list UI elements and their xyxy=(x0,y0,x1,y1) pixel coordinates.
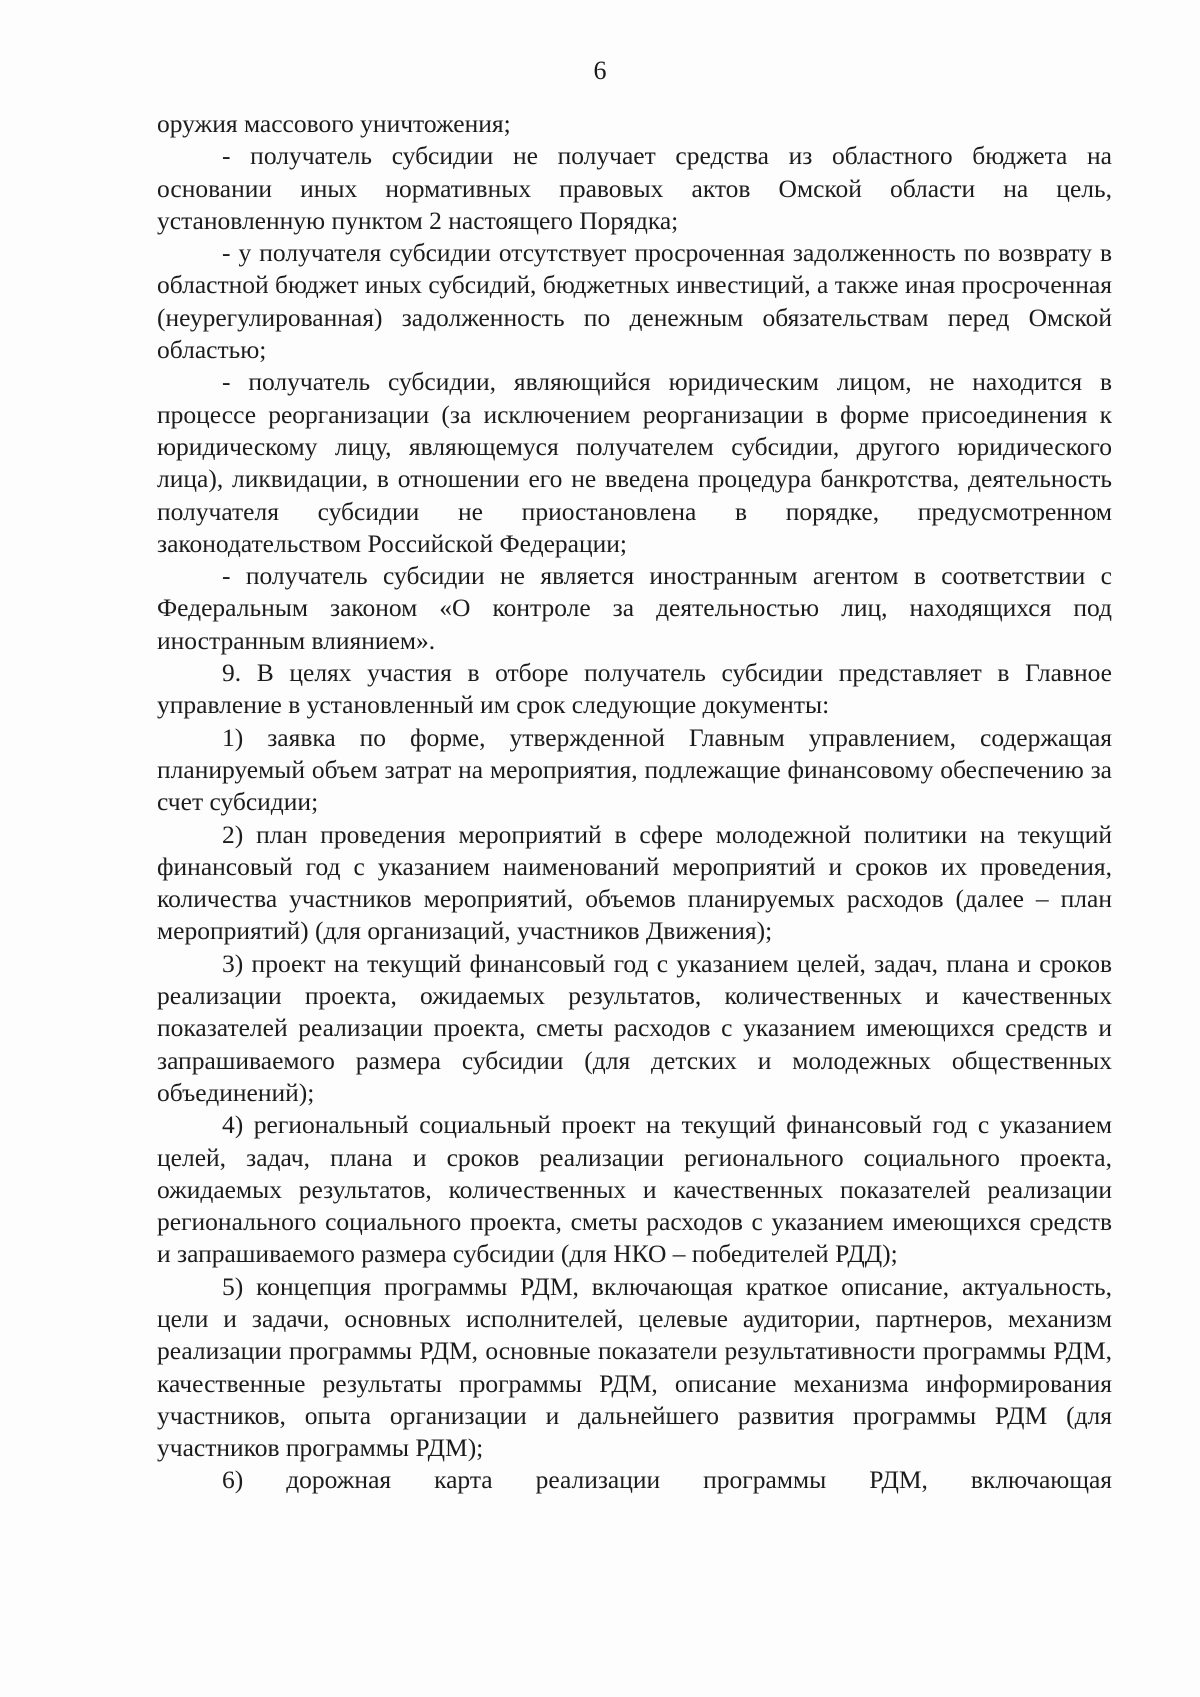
paragraph-condition-not-foreign-agent: - получатель субсидии не является иностранным агентом в соответствии с Федеральным законом «О контроле за деятельностью лиц, находящихся под иностранным влиянием». xyxy=(157,561,1112,655)
paragraph-subitem-6: 6) дорожная карта реализации программы РДМ, включающая xyxy=(222,1465,1112,1495)
paragraph-subitem-4: 4) региональный социальный проект на текущий финансовый год с указанием целей, задач, плана и сроков реализации регионального социального проекта, ожидаемых результатов, количественных и качественных показателей реализации регионального социального проекта, сметы расходов с указанием имеющихся средств и запрашиваемого размера субсидии (для НКО – победителей РДД); xyxy=(157,1110,1112,1269)
paragraph-subitem-5: 5) концепция программы РДМ, включающая краткое описание, актуальность, цели и задачи, основных исполнителей, целевые аудитории, партнеров, механизм реализации программы РДМ, основные показатели результативности программы РДМ, качественные результаты программы РДМ, описание механизма информирования участников, опыта организации и дальнейшего развития программы РДМ (для участников программы РДМ); xyxy=(157,1271,1112,1463)
paragraph-condition-no-reorganization: - получатель субсидии, являющийся юридическим лицом, не находится в процессе реорганизации (за исключением реорганизации в форме присоединения к юридическому лицу, являющемуся получателем субсидии, другого юридического лица), ликвидации, в отношении его не введена процедура банкротства, деятельность получателя субсидии не приостановлена в порядке, предусмотренном законодательством Российской Федерации; xyxy=(157,367,1112,558)
page-number: 6 xyxy=(593,56,607,85)
document-body xyxy=(157,108,1112,1497)
paragraph-continuation: оружия массового уничтожения; xyxy=(157,109,511,138)
paragraph-subitem-1: 1) заявка по форме, утвержденной Главным управлением, содержащая планируемый объем затрат на мероприятия, подлежащие финансовому обеспечению за счет субсидии; xyxy=(157,722,1112,817)
paragraph-subitem-2: 2) план проведения мероприятий в сфере молодежной политики на текущий финансовый год с указанием наименований мероприятий и сроков их проведения, количества участников мероприятий, объемов планируемых расходов (далее – план мероприятий) (для организаций, участников Движения); xyxy=(157,819,1112,946)
paragraph-subitem-3: 3) проект на текущий финансовый год с указанием целей, задач, плана и сроков реализации проекта, ожидаемых результатов, количественных и качественных показателей реализации проекта, сметы расходов с указанием имеющихся средств и запрашиваемого размера субсидии (для детских и молодежных общественных объединений); xyxy=(157,948,1112,1107)
paragraph-item-9: 9. В целях участия в отборе получатель субсидии представляет в Главное управление в установленный им срок следующие документы: xyxy=(157,658,1112,720)
paragraph-condition-no-overdue-debt: - у получателя субсидии отсутствует просроченная задолженность по возврату в областной бюджет иных субсидий, бюджетных инвестиций, а также иная просроченная (неурегулированная) задолженность по денежным обязательствам перед Омской областью; xyxy=(157,238,1112,365)
paragraph-condition-no-other-funds: - получатель субсидии не получает средства из областного бюджета на основании иных нормативных правовых актов Омской области на цель, установленную пунктом 2 настоящего Порядка; xyxy=(157,141,1112,235)
